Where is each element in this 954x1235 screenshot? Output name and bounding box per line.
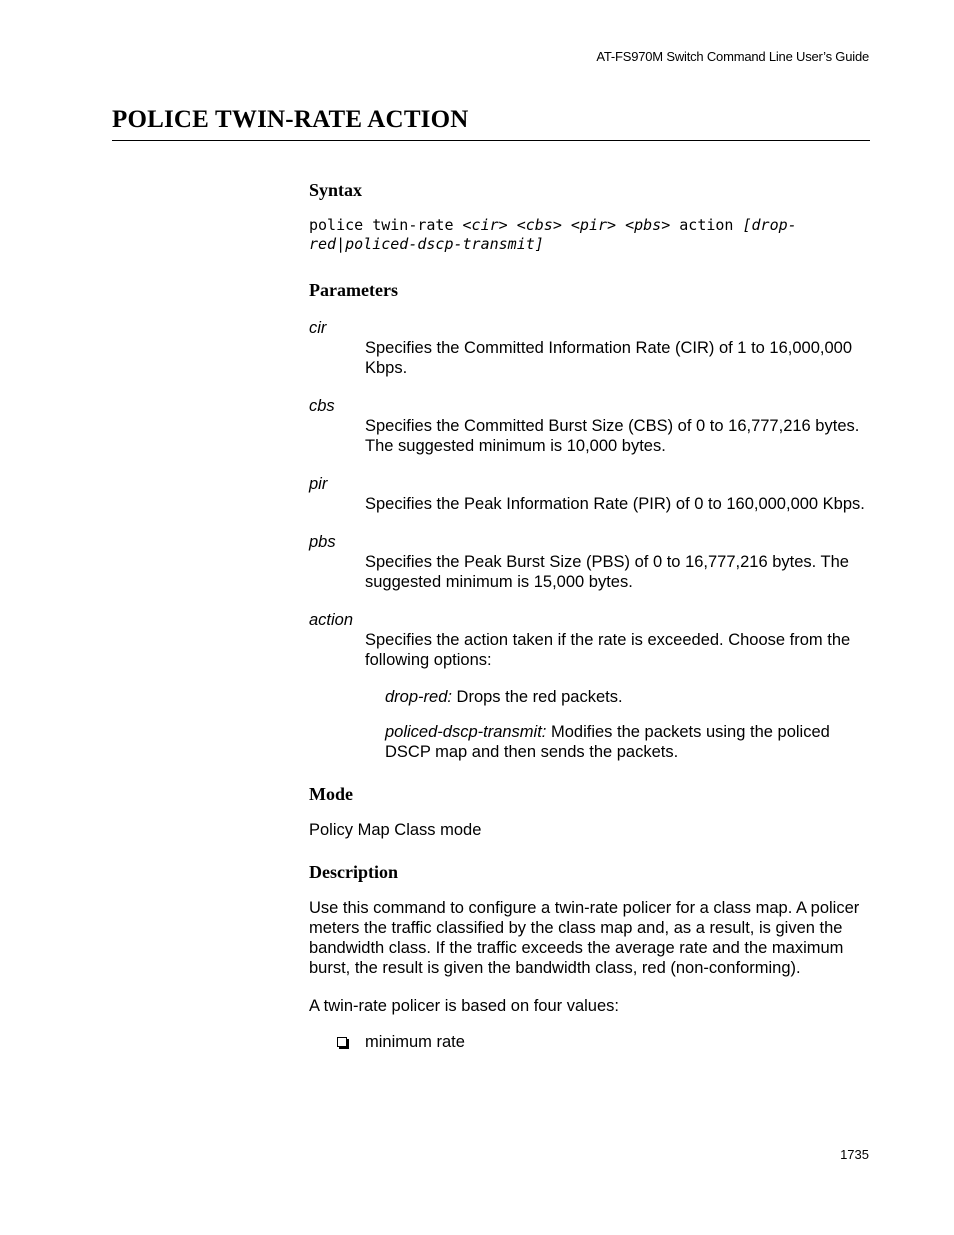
syntax-arg-pir: <pir> (570, 216, 617, 234)
description-heading: Description (309, 862, 398, 882)
param-name: pbs (309, 533, 336, 551)
syntax-arg-cbs: <cbs> (516, 216, 562, 234)
param-description: Specifies the Peak Burst Size (PBS) of 0 to 16,777,216 bytes. The suggested minimum is 15,000 bytes. (365, 553, 849, 591)
page-number: 1735 (840, 1147, 869, 1162)
description-paragraph: Use this command to configure a twin-rate policer for a class map. A policer meters the traffic classified by the class map and, as a result, is given the bandwidth class. If the traffic exceeds the average rate and the maximum burst, the result is given the bandwidth class, red (non-conforming). (309, 899, 860, 977)
syntax-arg-pbs: <pbs> (625, 216, 671, 234)
syntax-options-part1: [drop- (742, 216, 797, 234)
option-policed-dscp-transmit (385, 722, 871, 762)
param-description: Specifies the Committed Information Rate (CIR) of 1 to 16,000,000 Kbps. (365, 339, 852, 377)
syntax-cmd: police twin-rate (309, 216, 463, 234)
syntax-heading: Syntax (309, 180, 363, 200)
syntax-options-part2: red|policed-dscp-transmit] (309, 235, 544, 253)
running-header: AT-FS970M Switch Command Line User’s Guide (596, 49, 869, 64)
param-description: Specifies the Peak Information Rate (PIR) of 0 to 160,000,000 Kbps. (365, 495, 865, 513)
mode-heading: Mode (309, 784, 353, 804)
param-name: pir (309, 475, 328, 493)
param-description: Specifies the Committed Burst Size (CBS) of 0 to 16,777,216 bytes. The suggested minimum is 10,000 bytes. (365, 417, 860, 455)
param-name: action (309, 611, 354, 629)
option-keyword: policed-dscp-transmit: (385, 723, 547, 741)
content-body (309, 178, 871, 1052)
option-text: Drops the red packets. (451, 688, 623, 706)
section-title: POLICE TWIN-RATE ACTION (112, 106, 469, 133)
param-cir (309, 318, 871, 378)
param-action (309, 610, 871, 670)
param-name: cir (309, 319, 327, 337)
title-rule (112, 140, 870, 141)
list-item (337, 1032, 871, 1052)
option-keyword: drop-red: (385, 688, 452, 706)
list-item-text: minimum rate (365, 1033, 465, 1051)
param-description: Specifies the action taken if the rate is exceeded. Choose from the following options: (365, 631, 851, 669)
option-text: Modifies the packets using the policed DSCP map and then sends the packets. (385, 723, 830, 761)
checkbox-bullet-icon (337, 1037, 347, 1047)
mode-text: Policy Map Class mode (309, 821, 482, 839)
param-pir (309, 474, 871, 514)
description-paragraph: A twin-rate policer is based on four values: (309, 997, 619, 1015)
syntax-arg-cir: <cir> (462, 216, 508, 234)
param-name: cbs (309, 397, 335, 415)
param-pbs (309, 532, 871, 592)
syntax-keyword-action: action (670, 216, 743, 234)
option-drop-red (385, 687, 871, 707)
parameters-heading: Parameters (309, 280, 398, 300)
syntax-command (309, 216, 871, 254)
param-cbs (309, 396, 871, 456)
